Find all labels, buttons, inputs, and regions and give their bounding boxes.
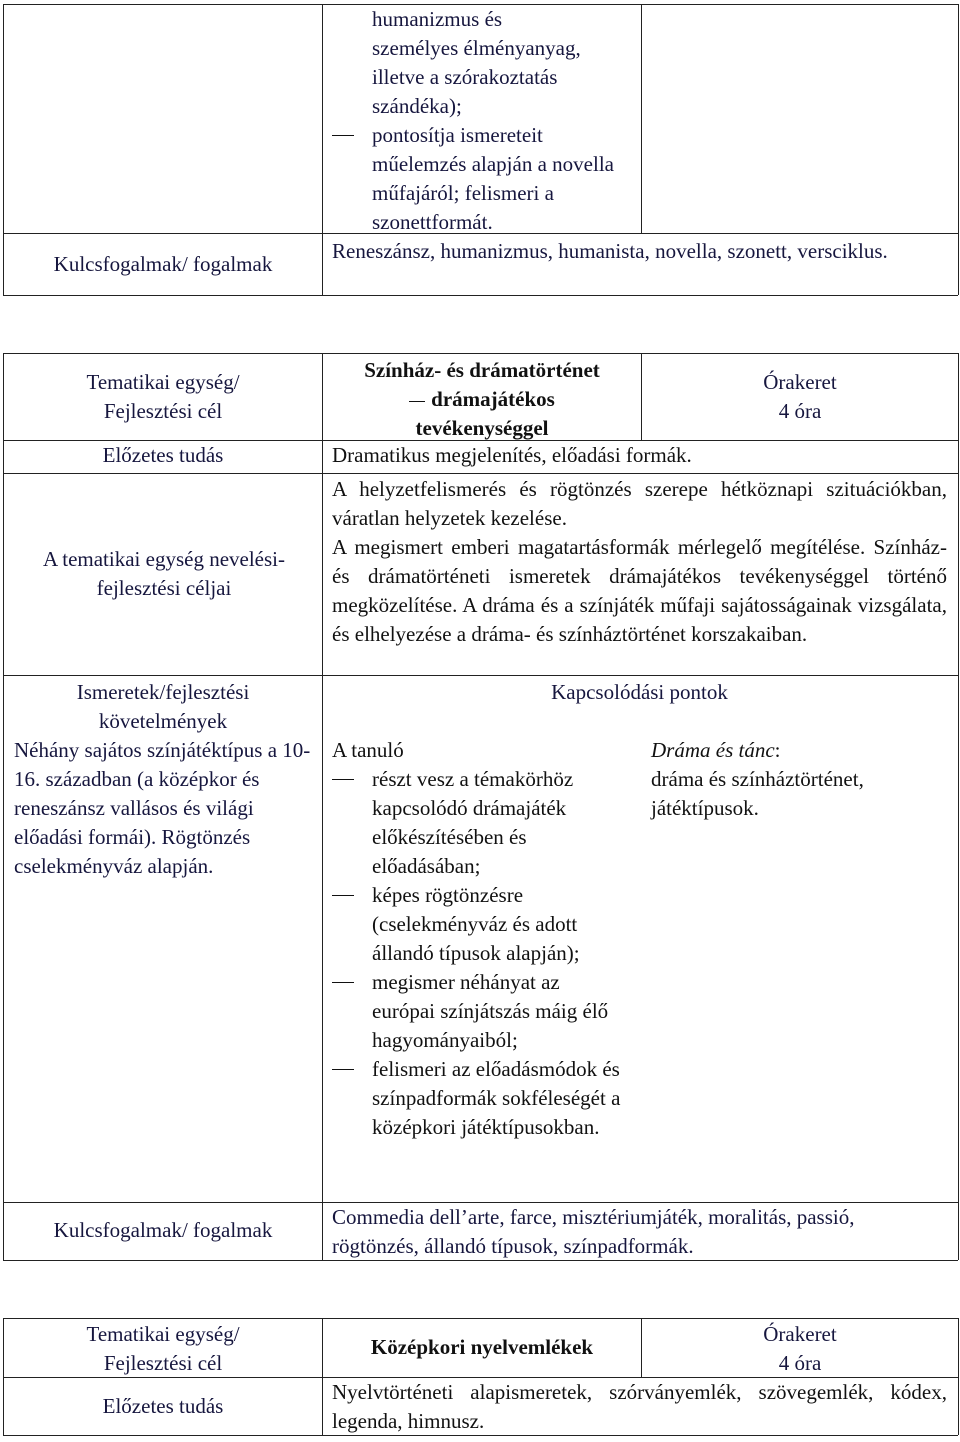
- kulcsfogalmak-value: Reneszánsz, humanizmus, humanista, novella, szonett, versciklus.: [332, 239, 888, 263]
- tematikai-egyseg-label: Tematikai egység/ Fejlesztési cél: [86, 370, 240, 423]
- unit-title: Színház- és drámatörténet drámajátékos tevékenységgel: [364, 358, 600, 440]
- kapcs-subject: Dráma és tánc: [651, 738, 775, 762]
- elozetes-tudas-label: Előzetes tudás: [102, 443, 224, 467]
- unit-title: Középkori nyelvemlékek: [370, 1335, 594, 1359]
- tanulo-list: [332, 765, 627, 1142]
- elozetes-tudas-value: Nyelvtörténeti alapismeretek, szórványemlék, szövegemlék, kódex, legenda, himnusz.: [332, 1380, 947, 1433]
- tematikai-egyseg-label: Tematikai egység/ Fejlesztési cél: [86, 1322, 240, 1375]
- orakeret: Órakeret 4 óra: [763, 1322, 837, 1375]
- kulcsfogalmak-label: Kulcsfogalmak/ fogalmak: [53, 252, 273, 276]
- list-item: részt vesz a témakörhöz kapcsolódó drámajáték előkészítésében és előadásában;: [332, 765, 627, 881]
- objectives-line: szándéka);: [372, 94, 462, 118]
- objectives-line: humanizmus és: [372, 7, 503, 31]
- celjai-value: A helyzetfelismerés és rögtönzés szerepe hétköznapi szituációkban, váratlan helyzetek kezelése. A megismert emberi magatartásformák mérlegelő megítélése. Színház- és drámatörténeti ismeretek drámajátékos tevékenységgel történő megközelítése. A dráma és a színjáték műfaji sajátosságainak vizsgálata, és elhelyezése a dráma- és színháztörténet korszakaiban.: [332, 477, 947, 646]
- orakeret: Órakeret 4 óra: [763, 370, 837, 423]
- list-item: pontosítja ismereteit műelemzés alapján a novella műfajáról; felismeri a szonettformát.: [332, 121, 617, 237]
- kapcsolodasi-pontok-label: Kapcsolódási pontok: [551, 680, 728, 704]
- tanulo-section: [332, 736, 627, 1142]
- elozetes-tudas-value: Dramatikus megjelenítés, előadási formák.: [332, 443, 692, 467]
- kulcsfogalmak-label: Kulcsfogalmak/ fogalmak: [53, 1218, 273, 1242]
- elozetes-tudas-label: Előzetes tudás: [102, 1394, 224, 1418]
- objectives-line: illetve a szórakoztatás: [372, 65, 558, 89]
- kapcs-text: dráma és színháztörténet, játéktípusok.: [651, 767, 864, 820]
- list-item: megismer néhányat az európai színjátszás máig élő hagyományaiból;: [332, 968, 627, 1055]
- tanulo-label: A tanuló: [332, 738, 404, 762]
- celjai-label: A tematikai egység nevelési-fejlesztési céljai: [42, 547, 285, 600]
- ismeretek-label: Ismeretek/fejlesztési követelmények: [76, 680, 250, 733]
- kulcsfogalmak-value: Commedia dell’arte, farce, misztériumjáték, moralitás, passió, rögtönzés, állandó típusok, színpadformák.: [332, 1205, 855, 1258]
- ismeretek-text: Néhány sajátos színjátéktípus a 10-16. században (a középkor és reneszánsz vallásos és világi előadási formái). Rögtönzés cselekményváz alapján.: [14, 738, 311, 878]
- dash-icon: [409, 401, 425, 402]
- objectives-continued: [332, 5, 632, 237]
- objectives-list: [332, 121, 632, 237]
- list-item: felismeri az előadásmódok és színpadformák sokféleségét a középkori játéktípusokban.: [332, 1055, 627, 1142]
- objectives-line: személyes élményanyag,: [372, 36, 581, 60]
- list-item: képes rögtönzésre (cselekményváz és adott állandó típusok alapján);: [332, 881, 627, 968]
- kapcsolodasi-content: Dráma és tánc: dráma és színháztörténet, játéktípusok.: [651, 736, 951, 823]
